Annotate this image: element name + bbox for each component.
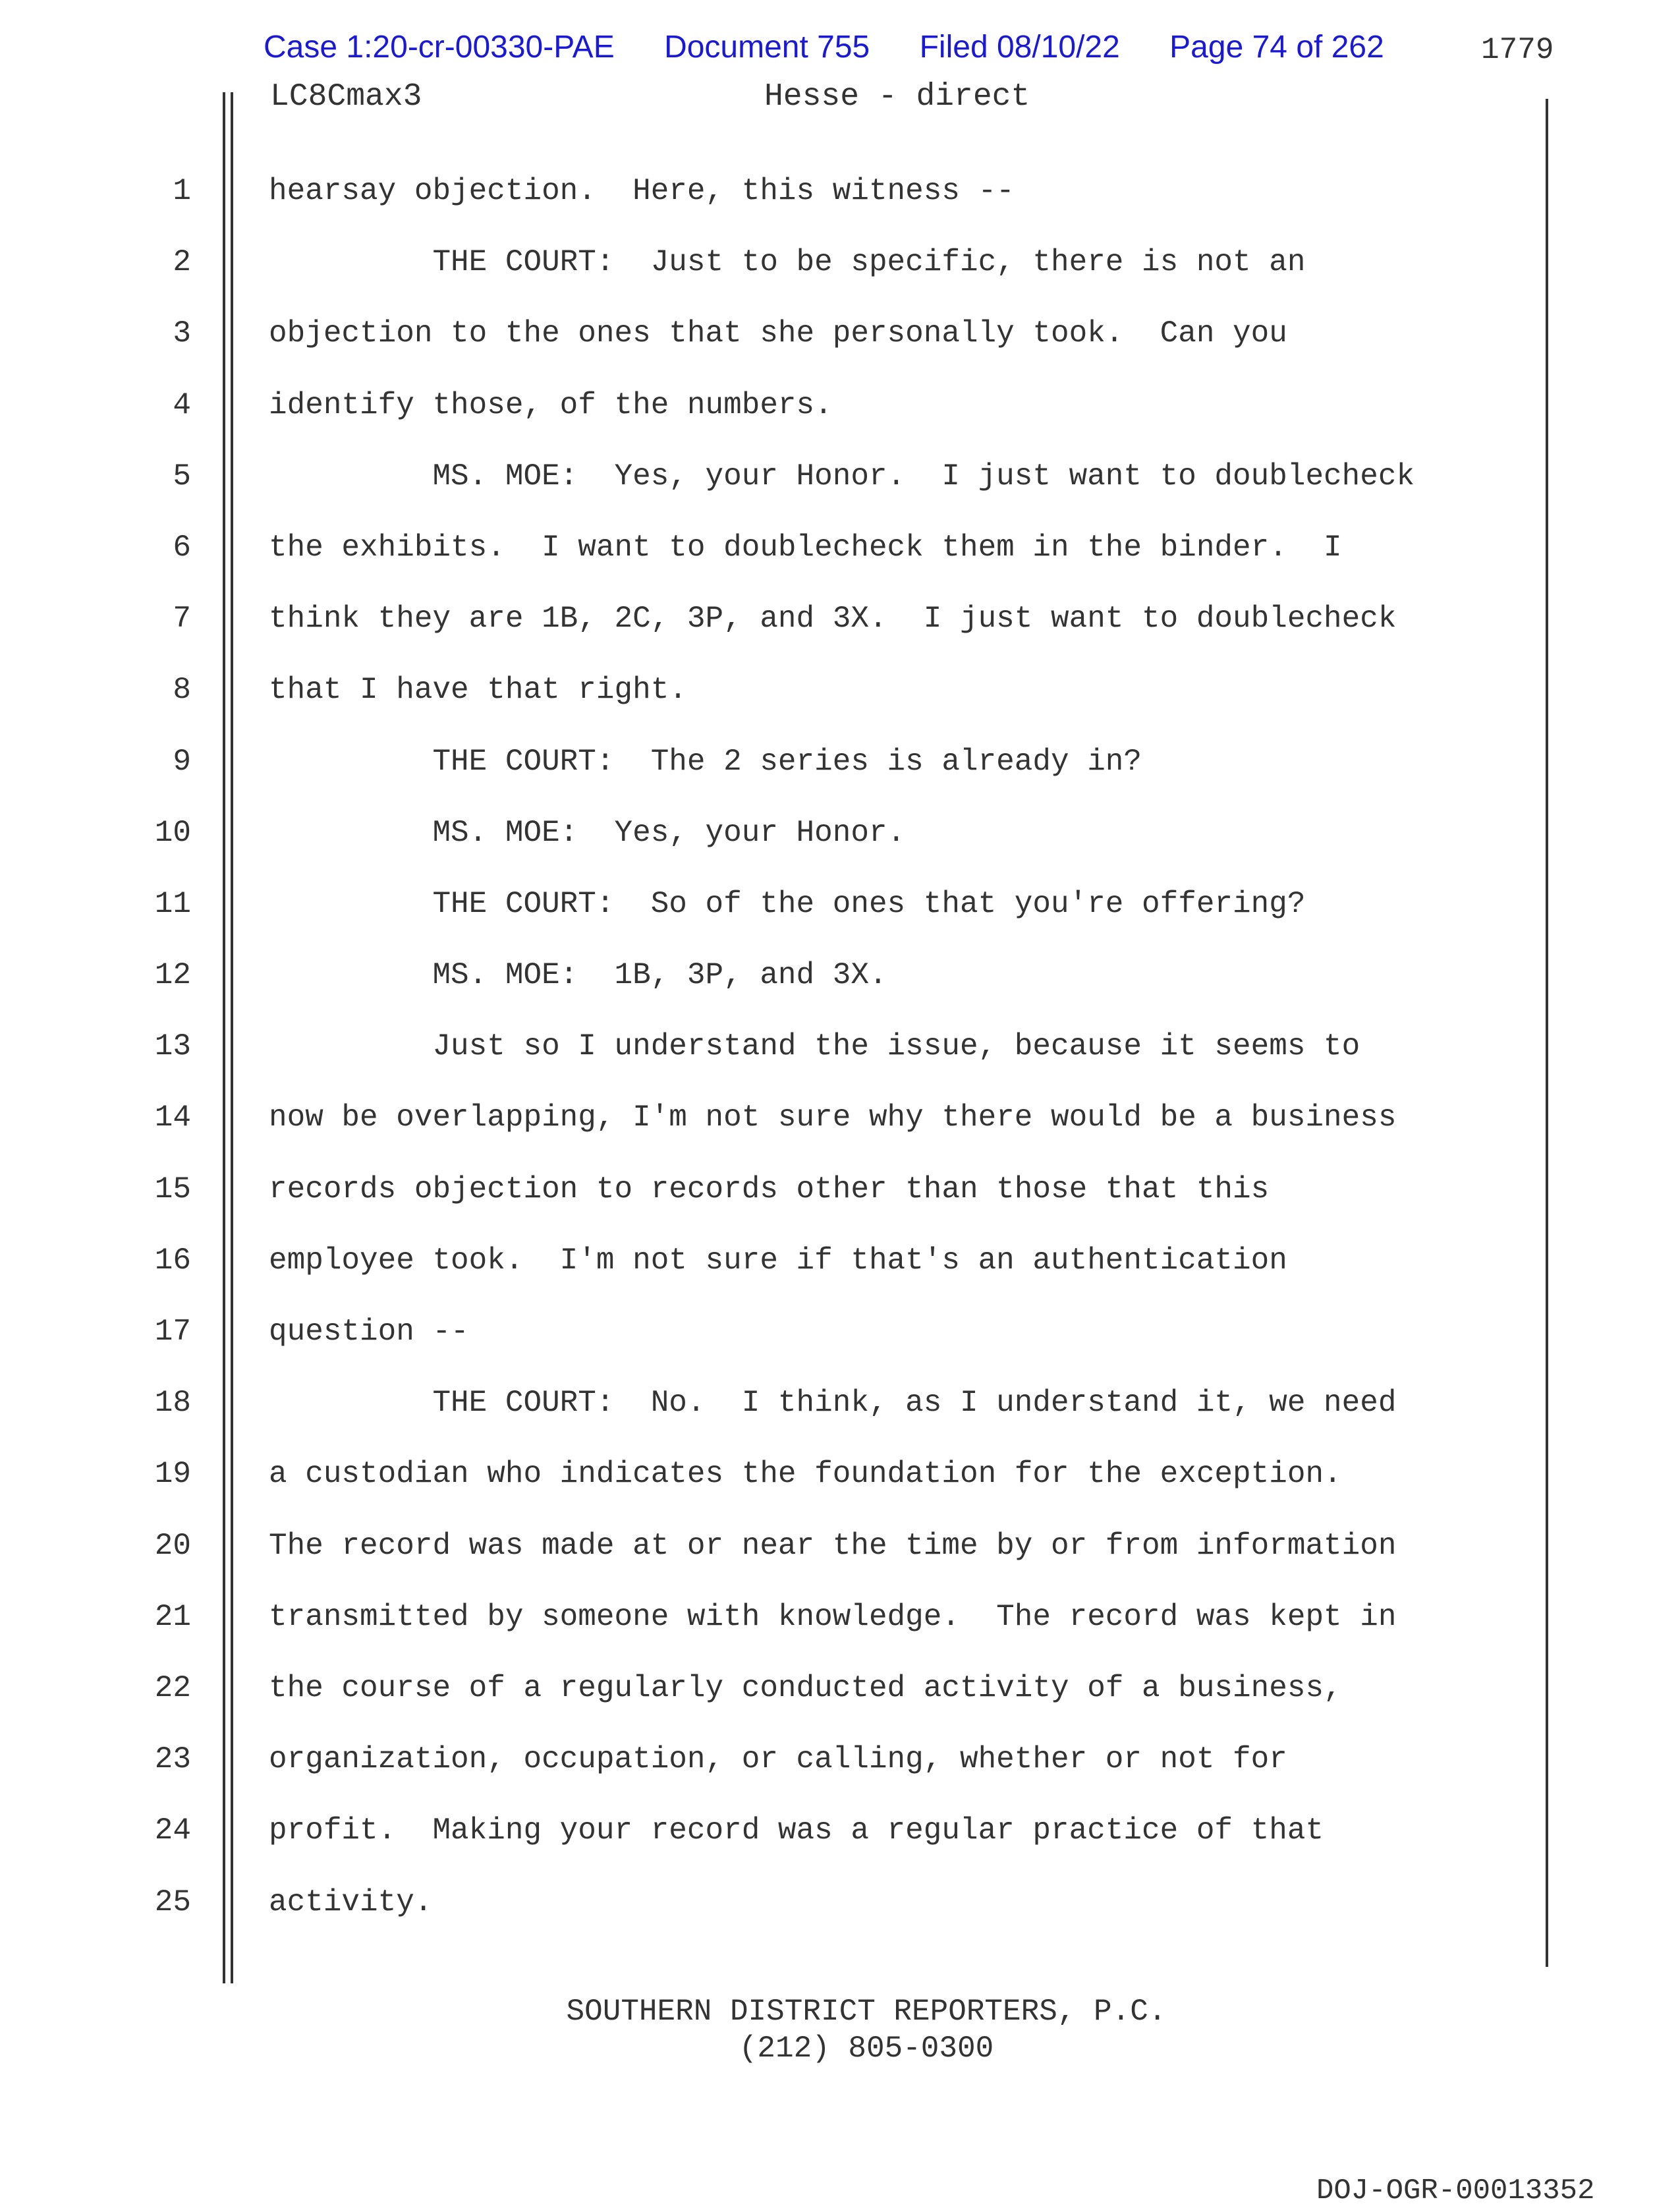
- line-number: 7: [173, 602, 191, 637]
- document-number: Document 755: [664, 30, 870, 65]
- transcript-line: objection to the ones that she personally took. Can you: [269, 316, 1287, 351]
- line-number: 14: [154, 1100, 191, 1135]
- transcript-line: think they are 1B, 2C, 3P, and 3X. I just want to doublecheck: [269, 602, 1397, 637]
- line-number: 24: [154, 1813, 191, 1848]
- transcript-line: profit. Making your record was a regular practice of that: [269, 1813, 1324, 1848]
- line-number-column: [125, 171, 191, 1954]
- transcript-line: MS. MOE: Yes, your Honor. I just want to doublecheck: [269, 459, 1415, 494]
- ecf-header: [264, 29, 1384, 65]
- transcript-line: THE COURT: Just to be specific, there is not an: [269, 245, 1306, 280]
- transcript-line: The record was made at or near the time by or from information: [269, 1528, 1397, 1563]
- line-number: 2: [173, 245, 191, 280]
- running-head-title: Hesse - direct: [764, 79, 1030, 115]
- line-number: 17: [154, 1315, 191, 1349]
- transcript-line: organization, occupation, or calling, whether or not for: [269, 1742, 1287, 1777]
- reporter-phone: (212) 805-0300: [739, 2031, 994, 2066]
- filed-date: Filed 08/10/22: [919, 30, 1120, 65]
- line-number: 8: [173, 673, 191, 708]
- page-of-total: Page 74 of 262: [1169, 30, 1384, 65]
- line-number: 18: [154, 1386, 191, 1421]
- transcript-line: identify those, of the numbers.: [269, 387, 833, 422]
- transcript-line: records objection to records other than those that this: [269, 1172, 1270, 1206]
- line-number: 22: [154, 1670, 191, 1705]
- case-number: Case 1:20-cr-00330-PAE: [264, 30, 615, 65]
- line-number: 11: [154, 886, 191, 921]
- line-number: 20: [154, 1528, 191, 1563]
- line-number: 25: [154, 1885, 191, 1919]
- left-margin-rule-inner: [231, 92, 233, 1983]
- line-number: 23: [154, 1742, 191, 1777]
- line-number: 6: [173, 530, 191, 565]
- transcript-line: THE COURT: The 2 series is already in?: [269, 744, 1142, 779]
- transcript-line: now be overlapping, I'm not sure why there would be a business: [269, 1100, 1397, 1135]
- transcript-line: a custodian who indicates the foundation for the exception.: [269, 1457, 1342, 1492]
- transcript-line: hearsay objection. Here, this witness --: [269, 174, 1015, 208]
- line-number: 5: [173, 459, 191, 494]
- transcript-line: activity.: [269, 1885, 433, 1919]
- line-number: 3: [173, 316, 191, 351]
- transcript-line: transmitted by someone with knowledge. The record was kept in: [269, 1599, 1397, 1634]
- transcript-line: THE COURT: No. I think, as I understand it, we need: [269, 1386, 1397, 1421]
- line-number: 4: [173, 387, 191, 422]
- transcript-line: MS. MOE: 1B, 3P, and 3X.: [269, 958, 887, 993]
- transcript-line: the exhibits. I want to doublecheck them in the binder. I: [269, 530, 1342, 565]
- transcript-line: employee took. I'm not sure if that's an authentication: [269, 1243, 1287, 1278]
- line-number: 19: [154, 1457, 191, 1492]
- line-number: 13: [154, 1029, 191, 1064]
- transcript-line: that I have that right.: [269, 673, 687, 708]
- line-number: 12: [154, 958, 191, 993]
- transcript-line: MS. MOE: Yes, your Honor.: [269, 815, 906, 850]
- line-number: 10: [154, 815, 191, 850]
- left-margin-rule-outer: [223, 92, 225, 1983]
- running-head-code: LC8Cmax3: [270, 79, 422, 115]
- transcript-line: THE COURT: So of the ones that you're offering?: [269, 886, 1306, 921]
- transcript-line: question --: [269, 1315, 469, 1349]
- reporter-name: SOUTHERN DISTRICT REPORTERS, P.C.: [566, 1995, 1167, 2029]
- transcript-line: the course of a regularly conducted activity of a business,: [269, 1670, 1342, 1705]
- line-number: 1: [173, 174, 191, 208]
- line-number: 21: [154, 1599, 191, 1634]
- reporter-footer: [0, 1993, 1680, 2067]
- transcript-body: [269, 171, 1554, 1954]
- bates-number: DOJ-OGR-00013352: [1316, 2174, 1595, 2207]
- line-number: 15: [154, 1172, 191, 1206]
- line-number: 16: [154, 1243, 191, 1278]
- line-number: 9: [173, 744, 191, 779]
- transcript-page-number: 1779: [1481, 33, 1554, 67]
- transcript-line: Just so I understand the issue, because it seems to: [269, 1029, 1360, 1064]
